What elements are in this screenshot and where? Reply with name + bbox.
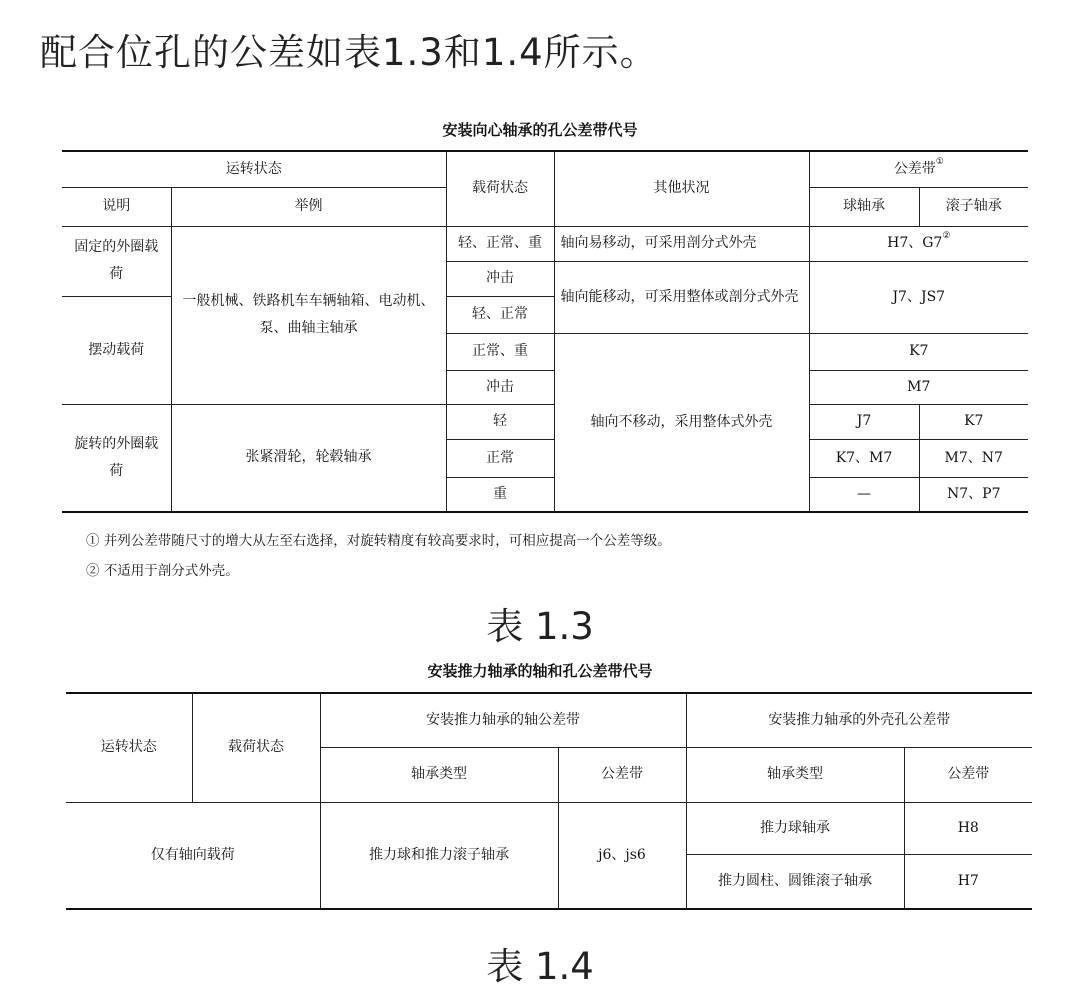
header-motion: 运转状态 xyxy=(62,151,446,187)
header-tolerance xyxy=(809,151,1028,187)
desc-fixed: 固定的外圈载荷 xyxy=(62,226,171,296)
desc-swing: 摆动载荷 xyxy=(62,296,171,404)
header-ball: 球轴承 xyxy=(809,187,919,226)
other-2: 轴向能移动，可采用整体或剖分式外壳 xyxy=(554,261,809,333)
header-housing-tolerance: 安装推力轴承的外壳孔公差带 xyxy=(686,693,1032,747)
load-cell: 正常、重 xyxy=(446,333,554,370)
housing-bearing-type: 推力圆柱、圆锥滚子轴承 xyxy=(686,854,904,909)
page-heading: 配合位孔的公差如表1.3和1.4所示。 xyxy=(40,31,658,74)
header-motion: 运转状态 xyxy=(66,693,192,802)
header-example: 举例 xyxy=(171,187,446,226)
header-roller: 滚子轴承 xyxy=(919,187,1028,226)
load-cell: 重 xyxy=(446,477,554,512)
shaft-bearing-type: 推力球和推力滚子轴承 xyxy=(320,802,558,909)
table-row xyxy=(66,693,1032,747)
table-1-4-title: 安装推力轴承的轴和孔公差带代号 xyxy=(427,662,653,680)
housing-tolerance: H8 xyxy=(904,802,1032,854)
tol-cell: N7、P7 xyxy=(919,477,1028,512)
tol-cell: M7、N7 xyxy=(919,439,1028,477)
caption-table-1-4: 表 1.4 xyxy=(486,945,594,988)
example-general: 一般机械、铁路机车车辆轴箱、电动机、泵、曲轴主轴承 xyxy=(171,226,446,404)
header-shaft-tolerance: 安装推力轴承的轴公差带 xyxy=(320,693,686,747)
tol-cell: K7、M7 xyxy=(809,439,919,477)
tol-cell: K7 xyxy=(809,333,1028,370)
caption-table-1-3: 表 1.3 xyxy=(486,605,594,648)
footnote-2: ② 不适用于剖分式外壳。 xyxy=(86,563,239,579)
tol-cell: K7 xyxy=(919,404,1028,439)
load-cell: 冲击 xyxy=(446,261,554,296)
header-tolerance-label: 公差带 xyxy=(893,160,936,177)
load-cell: 冲击 xyxy=(446,370,554,404)
other-1: 轴向易移动，可采用剖分式外壳 xyxy=(554,226,809,261)
header-load: 载荷状态 xyxy=(192,693,320,802)
example-rotating: 张紧滑轮，轮毂轴承 xyxy=(171,404,446,512)
table-row xyxy=(62,151,1028,187)
header-bearing-type: 轴承类型 xyxy=(686,747,904,802)
header-bearing-type: 轴承类型 xyxy=(320,747,558,802)
load-cell: 轻、正常、重 xyxy=(446,226,554,261)
header-tolerance: 公差带 xyxy=(558,747,686,802)
tol-cell: J7、JS7 xyxy=(809,261,1028,333)
tol-cell xyxy=(809,226,1028,261)
table-1-4 xyxy=(66,692,1032,910)
housing-bearing-type: 推力球轴承 xyxy=(686,802,904,854)
tol-value: H7、G7 xyxy=(887,235,943,252)
table-row xyxy=(62,404,1028,439)
other-3: 轴向不移动，采用整体式外壳 xyxy=(554,333,809,512)
load-cell: 正常 xyxy=(446,439,554,477)
header-load: 载荷状态 xyxy=(446,151,554,226)
table-1-3-title: 安装向心轴承的孔公差带代号 xyxy=(442,121,638,139)
tol-cell: M7 xyxy=(809,370,1028,404)
tol-cell: — xyxy=(809,477,919,512)
desc-rotating: 旋转的外圈载荷 xyxy=(62,404,171,512)
table-1-3 xyxy=(62,150,1028,513)
header-other: 其他状况 xyxy=(554,151,809,226)
header-tolerance: 公差带 xyxy=(904,747,1032,802)
footnotes xyxy=(86,526,671,586)
housing-tolerance: H7 xyxy=(904,854,1032,909)
load-cell: 轻 xyxy=(446,404,554,439)
table-row xyxy=(62,226,1028,261)
footnote-1: ① 并列公差带随尺寸的增大从左至右选择，对旋转精度有较高要求时，可相应提高一个公差等级。 xyxy=(86,533,671,549)
axial-load-only: 仅有轴向载荷 xyxy=(66,802,320,909)
tol-cell: J7 xyxy=(809,404,919,439)
footnote-mark: ① xyxy=(935,156,944,167)
header-desc: 说明 xyxy=(62,187,171,226)
table-row xyxy=(66,802,1032,854)
load-cell: 轻、正常 xyxy=(446,296,554,333)
shaft-tolerance: j6、js6 xyxy=(558,802,686,909)
footnote-mark: ② xyxy=(942,231,951,242)
